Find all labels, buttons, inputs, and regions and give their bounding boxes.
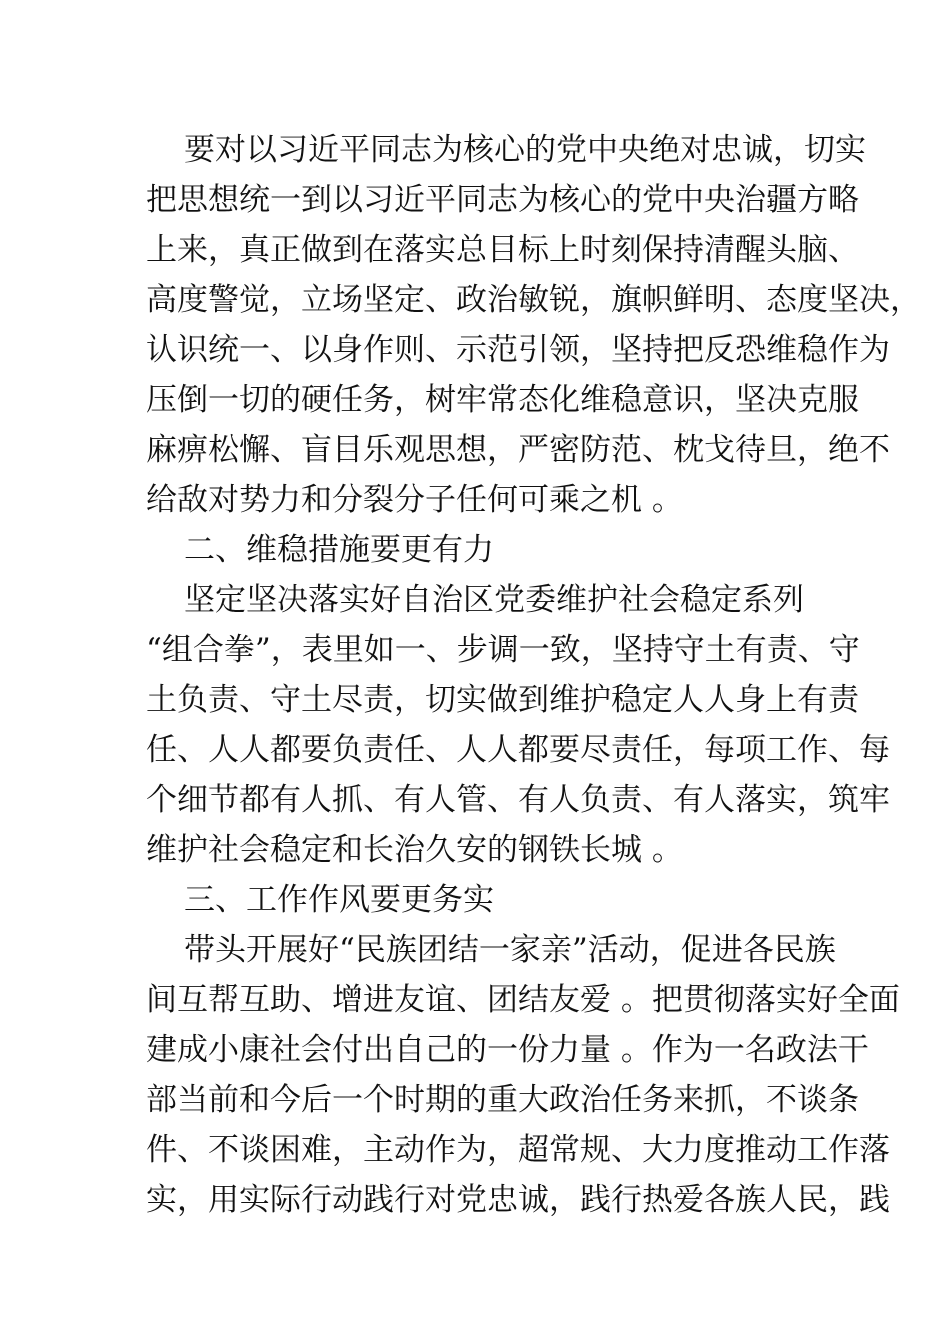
paragraph-3-line-5: 件、不谈困难，主动作为，超常规、大力度推动工作落 bbox=[146, 1132, 890, 1168]
paragraph-2-line-2: “组合拳”，表里如一、步调一致，坚持守土有责、守 bbox=[146, 632, 860, 668]
section-heading-2: 二、维稳措施要更有力 bbox=[184, 532, 494, 568]
paragraph-3-line-3: 建成小康社会付出自己的一份力量 。作为一名政法干 bbox=[146, 1032, 869, 1068]
paragraph-2-line-1: 坚定坚决落实好自治区党委维护社会稳定系列 bbox=[184, 582, 804, 618]
paragraph-3-line-4: 部当前和今后一个时期的重大政治任务来抓，不谈条 bbox=[146, 1082, 859, 1118]
paragraph-3-line-1: 带头开展好“民族团结一家亲”活动，促进各民族 bbox=[184, 932, 836, 968]
paragraph-1-line-3: 上来，真正做到在落实总目标上时刻保持清醒头脑、 bbox=[146, 232, 859, 268]
paragraph-2-line-6: 维护社会稳定和长治久安的钢铁长城 。 bbox=[146, 832, 683, 868]
paragraph-3-line-2: 间互帮互助、增进友谊、团结友爱 。把贯彻落实好全面 bbox=[146, 982, 900, 1018]
paragraph-1-line-2: 把思想统一到以习近平同志为核心的党中央治疆方略 bbox=[146, 182, 859, 218]
paragraph-3-line-6: 实，用实际行动践行对党忠诚，践行热爱各族人民，践 bbox=[146, 1182, 890, 1218]
paragraph-1-line-4: 高度警觉，立场坚定、政治敏锐，旗帜鲜明、态度坚决， bbox=[146, 282, 921, 318]
paragraph-1-line-7: 麻痹松懈、盲目乐观思想，严密防范、枕戈待旦，绝不 bbox=[146, 432, 890, 468]
section-heading-3: 三、工作作风要更务实 bbox=[184, 882, 494, 918]
paragraph-1-line-6: 压倒一切的硬任务，树牢常态化维稳意识，坚决克服 bbox=[146, 382, 859, 418]
paragraph-1-line-5: 认识统一、以身作则、示范引领，坚持把反恐维稳作为 bbox=[146, 332, 890, 368]
paragraph-2-line-5: 个细节都有人抓、有人管、有人负责、有人落实，筑牢 bbox=[146, 782, 890, 818]
paragraph-1-line-1: 要对以习近平同志为核心的党中央绝对忠诚，切实 bbox=[184, 132, 866, 168]
paragraph-2-line-3: 土负责、守土尽责，切实做到维护稳定人人身上有责 bbox=[146, 682, 859, 718]
paragraph-1-line-8: 给敌对势力和分裂分子任何可乘之机 。 bbox=[146, 482, 683, 518]
paragraph-2-line-4: 任、人人都要负责任、人人都要尽责任，每项工作、每 bbox=[146, 732, 890, 768]
